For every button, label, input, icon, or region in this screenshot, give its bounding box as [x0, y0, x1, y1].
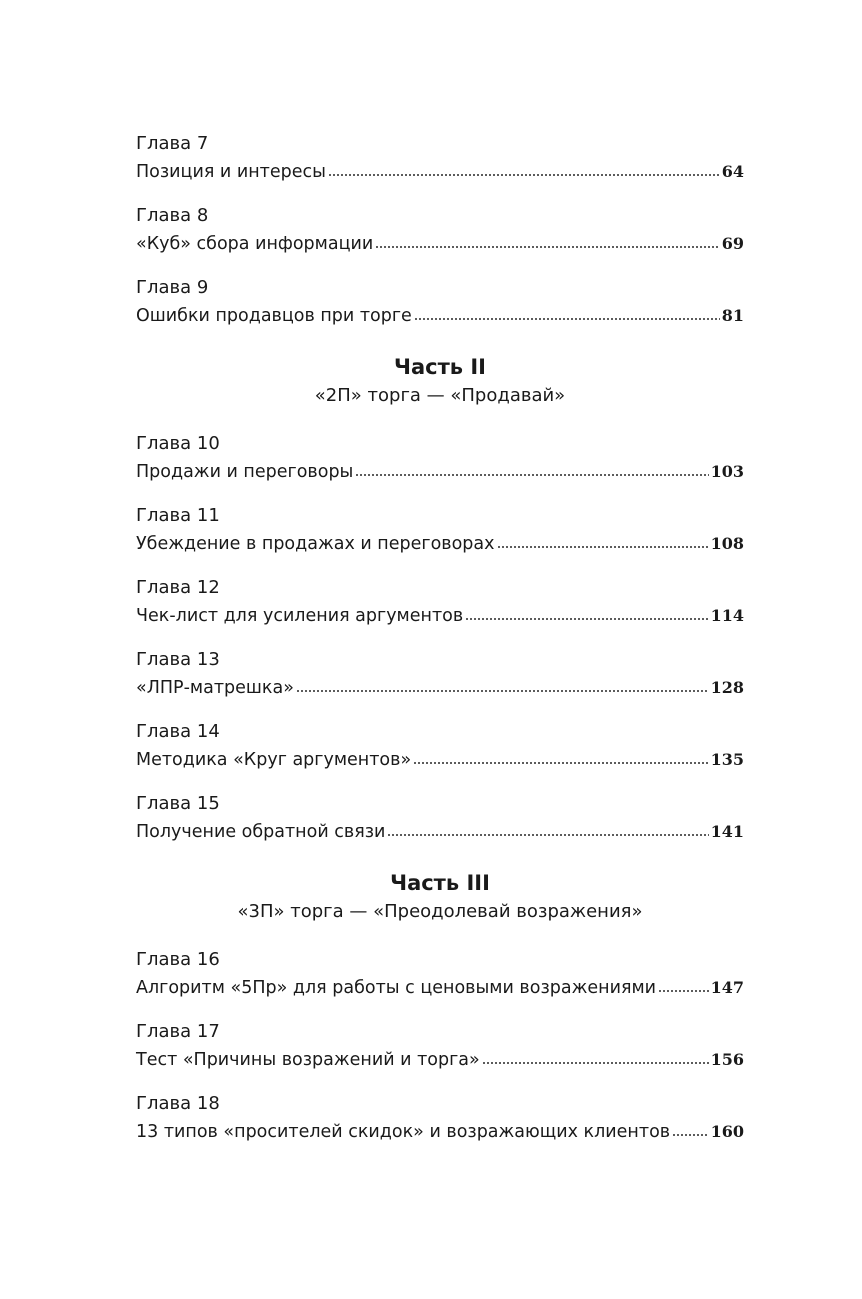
toc-entry-chapter-17[interactable]	[136, 1018, 744, 1074]
chapter-title: Алгоритм «5Пр» для работы с ценовыми возражениями	[136, 978, 657, 998]
toc-entry-chapter-18[interactable]	[136, 1090, 744, 1146]
toc-entry-chapter-7[interactable]	[136, 130, 744, 186]
chapter-title: Методика «Круг аргументов»	[136, 750, 412, 770]
page-number: 108	[710, 534, 744, 553]
part-subtitle: «3П» торга — «Преодолевай возражения»	[237, 901, 643, 922]
page-number: 114	[710, 606, 744, 625]
dot-leader	[328, 173, 720, 177]
toc-entry-chapter-10[interactable]	[136, 430, 744, 486]
toc-line	[136, 458, 744, 486]
toc-line	[136, 158, 744, 186]
toc-entry-chapter-14[interactable]	[136, 718, 744, 774]
toc-entry-chapter-13[interactable]	[136, 646, 744, 702]
toc-line	[136, 1046, 744, 1074]
toc-line	[136, 302, 744, 330]
dot-leader	[672, 1133, 709, 1137]
page-number: 141	[710, 822, 744, 841]
dot-leader	[482, 1061, 709, 1065]
page-number: 156	[710, 1050, 744, 1069]
chapter-label: Глава 15	[136, 793, 220, 814]
chapter-title: 13 типов «просителей скидок» и возражающих клиентов	[136, 1122, 671, 1142]
dot-leader	[355, 473, 708, 477]
dot-leader	[658, 989, 709, 993]
dot-leader	[375, 245, 719, 249]
toc-entry-chapter-11[interactable]	[136, 502, 744, 558]
chapter-title: Тест «Причины возражений и торга»	[136, 1050, 480, 1070]
chapter-title: «Куб» сбора информации	[136, 234, 374, 254]
part-heading-3	[136, 868, 744, 926]
toc-line	[136, 746, 744, 774]
toc-entry-chapter-16[interactable]	[136, 946, 744, 1002]
page-number: 64	[721, 162, 744, 181]
chapter-label: Глава 11	[136, 505, 220, 526]
page-number: 69	[721, 234, 744, 253]
part-title: Часть III	[390, 871, 490, 895]
page-number: 160	[710, 1122, 744, 1141]
page-number: 147	[710, 978, 744, 997]
dot-leader	[387, 833, 708, 837]
toc-line	[136, 1118, 744, 1146]
dot-leader	[413, 761, 708, 765]
toc-line	[136, 602, 744, 630]
chapter-label: Глава 13	[136, 649, 220, 670]
chapter-title: Позиция и интересы	[136, 162, 326, 182]
dot-leader	[497, 545, 709, 549]
page-number: 135	[710, 750, 744, 769]
part-subtitle: «2П» торга — «Продавай»	[314, 385, 566, 406]
chapter-label: Глава 9	[136, 277, 209, 298]
part-heading-2	[136, 352, 744, 410]
table-of-contents	[136, 130, 744, 1146]
page-number: 128	[710, 678, 744, 697]
chapter-label: Глава 18	[136, 1093, 220, 1114]
page-number: 81	[721, 306, 744, 325]
chapter-label: Глава 8	[136, 205, 209, 226]
toc-line	[136, 230, 744, 258]
chapter-title: Ошибки продавцов при торге	[136, 306, 412, 326]
toc-line	[136, 818, 744, 846]
chapter-title: Продажи и переговоры	[136, 462, 354, 482]
toc-entry-chapter-15[interactable]	[136, 790, 744, 846]
chapter-label: Глава 10	[136, 433, 220, 454]
dot-leader	[465, 617, 708, 621]
toc-entry-chapter-9[interactable]	[136, 274, 744, 330]
chapter-title: «ЛПР-матрешка»	[136, 678, 294, 698]
dot-leader	[296, 689, 709, 693]
chapter-title: Убеждение в продажах и переговорах	[136, 534, 495, 554]
part-title: Часть II	[394, 355, 486, 379]
dot-leader	[414, 317, 720, 321]
toc-entry-chapter-8[interactable]	[136, 202, 744, 258]
chapter-label: Глава 17	[136, 1021, 220, 1042]
toc-entry-chapter-12[interactable]	[136, 574, 744, 630]
chapter-label: Глава 12	[136, 577, 220, 598]
chapter-label: Глава 16	[136, 949, 220, 970]
page-number: 103	[710, 462, 744, 481]
toc-line	[136, 530, 744, 558]
chapter-title: Чек-лист для усиления аргументов	[136, 606, 464, 626]
chapter-title: Получение обратной связи	[136, 822, 386, 842]
toc-line	[136, 974, 744, 1002]
chapter-label: Глава 14	[136, 721, 220, 742]
chapter-label: Глава 7	[136, 133, 209, 154]
toc-line	[136, 674, 744, 702]
